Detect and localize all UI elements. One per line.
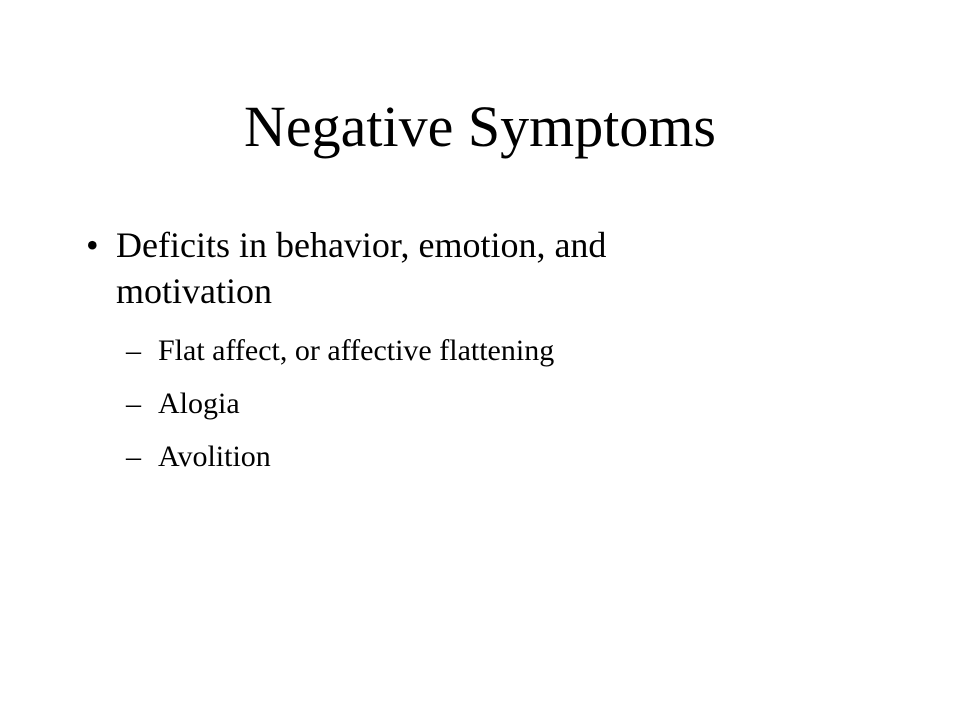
bullet-text: Deficits in behavior, emotion, and motivation [116,225,607,311]
sub-bullet-text: Alogia [158,387,240,420]
bullet-marker: • [86,225,99,265]
sub-bullet-item [126,383,826,425]
sub-bullet-item [126,330,826,372]
sub-bullet-text: Flat affect, or affective flattening [158,334,555,367]
slide-title: Negative Symptoms [243,94,716,159]
sub-bullet-marker: – [126,387,141,420]
sub-bullet-marker: – [126,334,141,367]
sub-bullet-marker: – [126,440,141,473]
sub-bullet-text: Avolition [158,440,271,473]
sub-bullet-item [126,436,826,478]
